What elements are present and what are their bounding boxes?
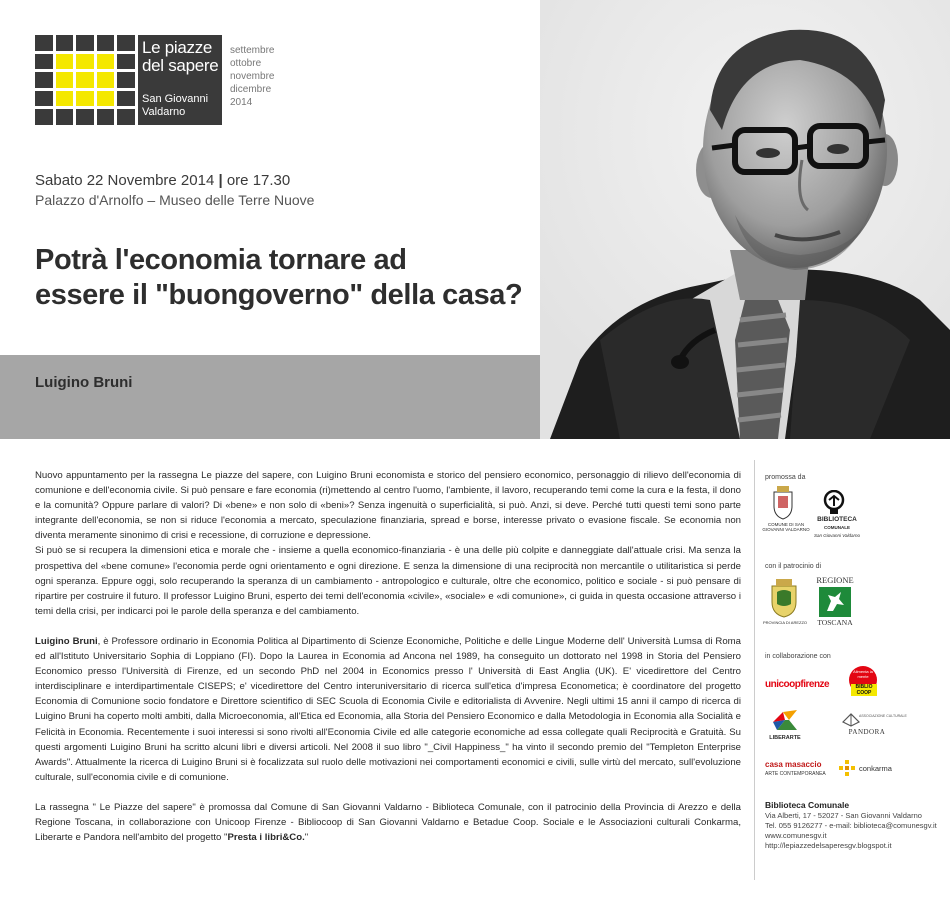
casa-masaccio-logo: casa masaccio [765,760,822,769]
speaker-name: Luigino Bruni [35,374,133,391]
event-date-line [35,172,290,189]
months-list [230,44,274,109]
event-date: Sabato 22 Novembre 2014 [35,172,215,189]
collab-label: in collaborazione con [765,653,831,660]
credits-project: Presta i libri&Co. [227,832,305,844]
biblioteca-name [807,516,867,540]
paragraph-bio [35,634,741,785]
month-item: dicembre [230,84,272,95]
year-item: 2014 [230,97,253,108]
contact-web[interactable]: www.comunesgv.it [765,831,827,840]
event-place: Palazzo d'Arnolfo – Museo delle Terre Nuove [35,192,315,208]
logo-title-line1: Le piazze [142,38,213,57]
bibliocoop-line3: COOP [856,690,872,696]
logo-subtitle-line1: San Giovanni [142,93,209,105]
logo-title-line2: del sapere [142,56,219,75]
bio-name: Luigino Bruni [35,635,98,647]
liberarte-logo-icon [771,708,799,732]
pandora-text: PANDORA [848,728,886,736]
event-title-line1: Potrà l'economia tornare ad [35,244,407,276]
provincia-crest-icon [769,578,799,618]
casa-masaccio-sub: ARTE CONTEMPORANEA [765,771,826,777]
pandora-logo-icon [841,710,861,728]
event-time: ore 17.30 [226,172,291,189]
biblioteca-line2: COMUNALE [824,525,850,530]
contact-block [765,800,937,851]
bibliocoop-line2: BIBLIO [855,684,873,690]
conkarma-logo-icon [839,760,855,776]
contact-address: Via Alberti, 17 - 52027 - San Giovanni Valdarno [765,811,922,820]
comune-text: COMUNE DI SAN GIOVANNI VALDARNO [762,522,810,532]
pandora-subtext: ASSOCIAZIONE CULTURALE [859,714,907,718]
sidebar-divider [754,460,755,880]
unicoop-logo: unicoopfirenze [765,679,830,690]
provincia-text: PROVINCIA DI AREZZO [763,620,808,625]
liberarte-text: LIBERARTE [769,735,801,741]
logo-subtitle-line2: Valdarno [142,106,186,118]
regione-top: REGIONE [816,575,854,585]
body-text [35,468,741,845]
month-item: novembre [230,71,275,82]
event-title [35,243,555,313]
contact-tel: Tel. 055 9126277 - e-mail: biblioteca@comunesgv.it [765,821,937,830]
logo-title-box [138,35,222,125]
event-separator: | [218,172,223,189]
promoted-label: promossa da [765,474,806,481]
regione-pegasus-icon [819,587,851,617]
contact-title: Biblioteca Comunale [765,800,850,810]
credits-end: " [304,832,309,844]
regione-bottom: TOSCANA [817,618,853,627]
month-item: ottobre [230,58,262,69]
biblioteca-line3: San Giovanni Valdarno [813,533,861,538]
conkarma-text: conkarma [859,764,892,773]
biblioteca-logo-icon [823,490,845,516]
bio-text: , è Professore ordinario in Economia Politica al Dipartimento di Scienze Economiche, Politiche e delle Lingue Moderne dell' Università Lumsa di Roma ed all'Istituto Universitario Sophia di Loppiano (FI). Dopo la Laurea in Economia ad Ancona nel 1989, ha conseguito un dottorato nel 1998 in Storia del Pensiero Economico presso l'Università di Firenze, ed un secondo PhD nel 2004 in Economics presso l' Università di East Anglia (UK). E' vicedirettore del Centro interdisciplinare e interdipartimentale CISEPS; e' vicedirettore del Centro interuniversitario di ricerca sull'etica d'impresa Econometica; è coordinatore del progetto Economia di Comunione socio fondatore e Direttore scientifico di SEC Scuola di Economia Civile e editorialista di Avvenire. Negli ultimi 15 anni il campo di ricerca di Luigino Bruni ha coperto molti ambiti, dalla Microeconomia, all'Etica ed Economia, alla Storia del Pensiero Economico e dalla Metodologia in Economia alla Socialità e Felicità in Economia. Recentemente i suoi interessi si sono rivolti all'Economia Civile ed alle categorie economiche ad essa collegate quali Reciprocità e Gratuità. Su questi argomenti Luigino Bruni ha scritto alcuni libri e diversi articoli. Nel 2008 il suo libro "_Civil Happiness_" ha vinto il secondo premio del "Templeton Enterprise Awards". Attualmente la ricerca di Luigino Bruni si è focalizzata sul ruolo delle motivazioni nei comportamenti economici e civili, sulle virtù del mercato, sull'evoluzione culturale, sull'economia civile e di comunione. [35,635,741,783]
bibliocoop-label [851,684,877,696]
credits-text: La rassegna " Le Piazze del sapere" è promossa dal Comune di San Giovanni Valdarno - Biblioteca Comunale, con il patrocinio della Provincia di Arezzo e della Regione Toscana, in collaborazione con Unicoop Firenze - Bibliocoop di San Giovanni Valdarno e Betadue Coop. Sociale e le Associazioni culturali Conkarma, Liberarte e Pandora nell'ambito del progetto " [35,801,741,844]
month-item: settembre [230,45,275,56]
logo-grid-icon [35,35,135,125]
biblioteca-line1: BIBLIOTECA [817,516,857,523]
paragraph-intro: Nuovo appuntamento per la rassegna Le piazze del sapere, con Luigino Bruni economista e storico del pensiero economico, personaggio di rilievo dell'economia di comunione e dell'economia civile. Si può pensare e fare economia (ri)mettendo al centro l'uomo, l'ambiente, il lavoro, recuperando temi come la cura e la festa, il dono e la comunità? Oppure parlare di valori? Di «bene» e non solo di «beni»? Senza ingenuità o superficialità, si può. Anzi, si deve. Perché tutti questi temi sono parte integrante dell'economia, se non si riduce l'economia a mercato, speculazione finanziaria, spread e borse, interesse privato o evasione fiscale. Se economia non diventa meramente sinonimo di crisi e recessione, di corruzione e depressione. [35,470,741,542]
paragraph-credits [35,800,741,845]
bibliocoop-line1: Alimenta la mente [853,669,873,679]
comune-crest-icon [771,486,795,520]
event-title-line2: essere il "buongoverno" della casa? [35,279,523,311]
contact-blog[interactable]: http://lepiazzedelsaperesgv.blogspot.it [765,841,892,850]
speaker-photo [540,0,950,439]
paragraph-ethics: Si può se si recupera la dimensioni etica e morale che - insieme a quella economico-finanziaria - è una delle più colpite e danneggiate dall'attuale crisi. Ma senza la prospettiva del «bene comune» l'economia perde ogni orientamento e ogni direzione. E senza la dimensione di una reciprocità non mercantile o utilitaristica si perde ogni speranza. Eppure oggi, solo recuperando la speranza di un cambiamento - antropologico e culturale, oltre che economico, politico e sociale - si può pensare di ripartire per costruire il futuro. Il professor Luigino Bruni, esperto dei temi dell'economia «civile», «sociale» e «di comunione», ci guida in questa occasione attraverso i temi della crisi, per indicarci poi le parole della speranza e del cambiamento. [35,545,741,617]
patronage-label: con il patrocinio di [765,563,822,570]
